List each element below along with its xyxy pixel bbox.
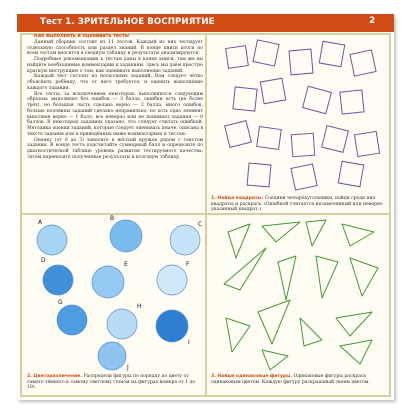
- instructions-subhead: Как выполнять и оценивать тесты: [34, 34, 130, 39]
- circle-label-h: H: [137, 303, 142, 310]
- triangle-shape: [336, 312, 372, 336]
- circle-label-g: G: [58, 299, 63, 306]
- triangle-shape: [224, 248, 266, 290]
- instructions-paragraph: Подробные рекомендации к тестам даны в конце книги, там же вы найдёте необходимые комментарии к заданиям. Здесь мы даём простую краткую инструкцию о том, как оценивать выполнение заданий.: [27, 57, 203, 74]
- circle-label-a: A: [38, 219, 43, 226]
- triangles-task-caption: [211, 374, 387, 385]
- triangle-shape: [278, 256, 296, 300]
- page-number: 2: [369, 16, 376, 26]
- triangle-shape: [262, 350, 288, 370]
- task-text: Соедини четырёхугольники, найди среди них квадраты и раскрась. (Ошибкой считается незамеченный или неверно указанный квадрат.): [211, 196, 383, 213]
- task-text: Одинаковые фигуры раскрась одинаковым цветом. Каждую фигуру раскрашивай своим цветом.: [211, 374, 370, 385]
- triangle-shape: [316, 256, 338, 298]
- triangle-shape: [228, 224, 250, 258]
- triangle-shape: [340, 340, 372, 364]
- instructions-paragraph: Каждый тест состоит из нескольких заданий. Вам следует чётко объяснить ребёнку, что от него требуется, и оценить выполнение каждого задания.: [27, 74, 203, 91]
- task-title: Цветоразличение.: [33, 374, 83, 379]
- instructions-paragraph: Данный сборник состоит из 11 тестов. Каждый из них тестирует отдельную способность или раздел знаний. В конце книги итоги по всем тестам вносятся в сводную таблицу и результаты анализируются.: [27, 39, 203, 57]
- task-title: Найди квадраты.: [217, 196, 264, 201]
- circle-label-b: B: [110, 215, 115, 222]
- task-number: 3.: [211, 374, 216, 379]
- task-title: Найди одинаковые фигуры.: [217, 374, 293, 379]
- triangle-shape: [306, 220, 326, 246]
- triangle-shape: [226, 318, 250, 352]
- circle-label-e: E: [124, 261, 128, 268]
- triangle-shape: [342, 224, 374, 246]
- triangle-shape: [262, 222, 300, 242]
- triangle-shape: [258, 300, 290, 344]
- page-title: Тест 1. ЗРИТЕЛЬНОЕ ВОСПРИЯТИЕ: [40, 17, 215, 27]
- triangle-shape: [300, 318, 322, 346]
- circle-label-j: J: [127, 364, 129, 371]
- instructions-paragraph: Все тесты, за исключением некоторых, выполняются следующим образом: выполнено без ошибок — 3 балла, ошибки есть (не более трёх), но большая часть сделана верно — 2 балла, много ошибок, больше половины заданий сделано неправильно, но хоть одно элемент выполнен верно — 1 балл; все неверно или не понимает задания — 0 баллов. В некоторых заданиях указано, что следует считать ошибкой. Методика оценки заданий, которые следует оценивать иначе, описана в тексте задания или в приведённых ниже комментариях к тестам.: [27, 91, 203, 137]
- circle-label-f: F: [186, 261, 190, 268]
- circle-label-d: D: [41, 257, 46, 264]
- circle-label-c: C: [198, 221, 203, 228]
- triangle-shape: [350, 258, 378, 296]
- instructions-paragraph: Оценку (от 0 до 3) занесите в жёлтый кружок рядом с текстом задания. В конце теста подсчитайте суммарный балл и определите по диагностической таблице уровень развития тестируемого качества. Затем перенесите полученные результаты в итоговую таблицу.: [27, 137, 203, 160]
- task-text: Распредели фигуры по порядку по цвету от самого тёмного к самому светлому (тоном на фигурах номера от 1 до 10).: [27, 374, 196, 391]
- circle-label-i: I: [188, 339, 190, 346]
- task-number: 2.: [27, 374, 32, 379]
- task-number: 1.: [211, 196, 216, 201]
